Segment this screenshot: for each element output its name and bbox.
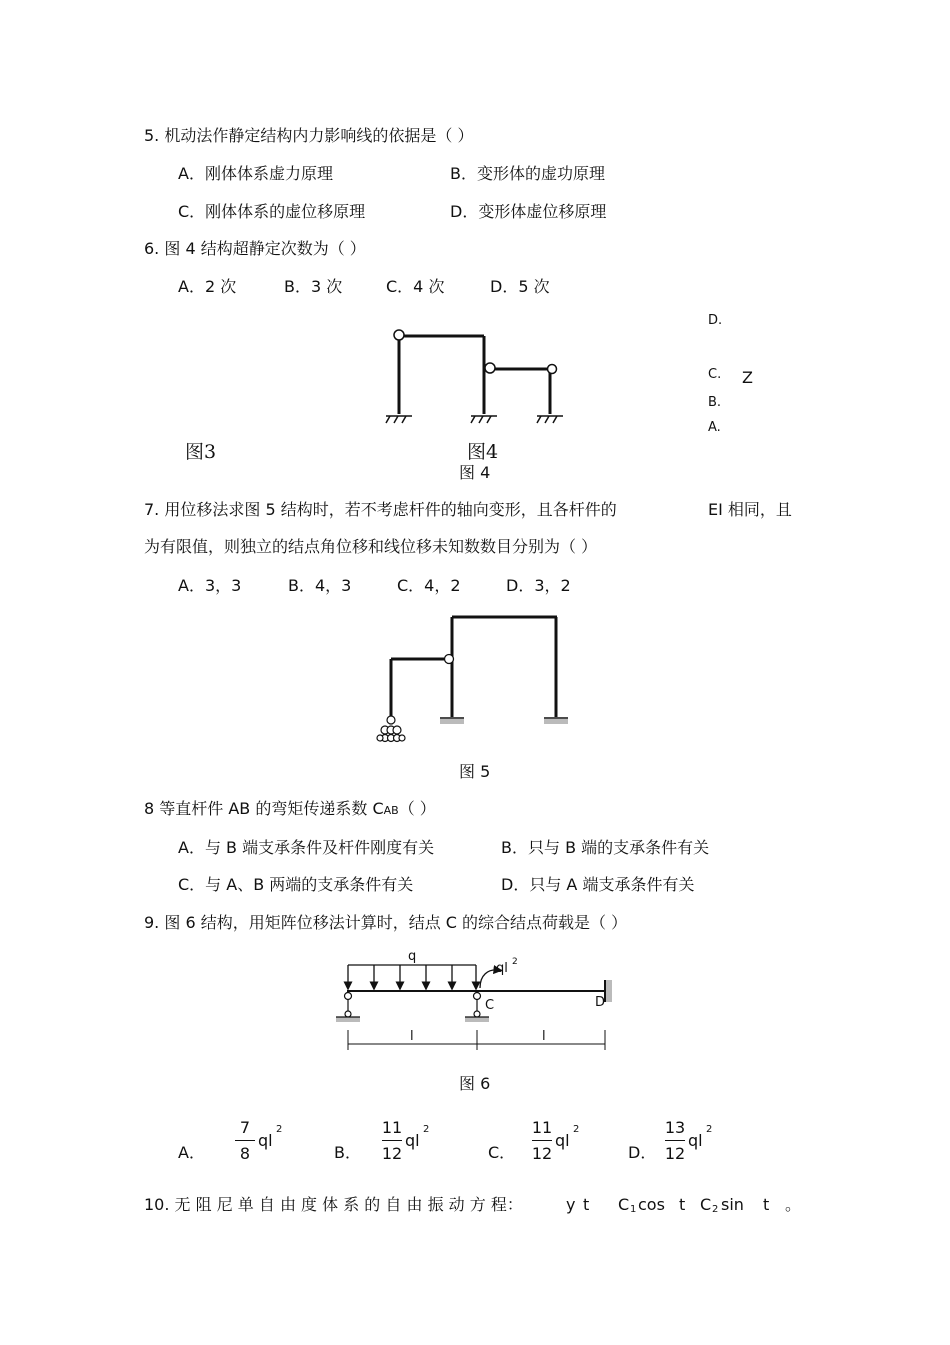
q5-stem: 5. 机动法作静定结构内力影响线的依据是（ ） <box>144 126 474 145</box>
q8-option-a: A．与 B 端支承条件及杆件刚度有关 <box>178 838 435 857</box>
q9-option-a-exp: 2 <box>276 1124 283 1135</box>
fig6-node-d-label: D <box>595 995 606 1010</box>
q8-stem-paren: （ ） <box>398 799 436 818</box>
q9-option-d-denominator: 12 <box>664 1144 686 1163</box>
stray-label-d: D. <box>708 313 723 328</box>
q9-option-d-numerator: 13 <box>664 1118 686 1137</box>
stray-label-z: Z <box>742 368 753 387</box>
q8-option-b: B．只与 B 端的支承条件有关 <box>501 838 710 857</box>
q7-option-a: A．3，3 <box>178 576 242 595</box>
q6-option-d: D．5 次 <box>490 277 550 296</box>
fig6-moment-label: ql <box>496 961 508 976</box>
q10-eq-t2: t <box>679 1195 686 1214</box>
q10-eq-c1-subscript: 1 <box>630 1204 637 1215</box>
fraction-bar <box>235 1140 255 1141</box>
q7-stem-line1: 7. 用位移法求图 5 结构时，若不考虑杆件的轴向变形，且各杆件的 <box>144 500 617 519</box>
figure-4-caption: 图 4 <box>459 463 491 482</box>
q8-option-d: D．只与 A 端支承条件有关 <box>501 875 695 894</box>
q10-eq-cos: cos <box>638 1195 665 1214</box>
q10-eq-period: 。 <box>785 1195 802 1214</box>
q8-option-c: C．与 A、B 两端的支承条件有关 <box>178 875 414 894</box>
q9-option-c-denominator: 12 <box>531 1144 553 1163</box>
q6-option-c: C．4 次 <box>386 277 445 296</box>
q9-option-a-numerator: 7 <box>239 1118 251 1137</box>
q8-stem <box>144 799 436 821</box>
q10-eq-sin: sin <box>721 1195 744 1214</box>
fig6-node-c-label: C <box>485 998 495 1013</box>
q9-option-a-value <box>234 1118 304 1168</box>
q6-option-a: A．2 次 <box>178 277 237 296</box>
fig3-label: 图3 <box>185 441 217 463</box>
q8-stem-subscript: AB <box>383 804 399 817</box>
q7-stem-line2: 为有限值，则独立的结点角位移和线位移未知数数目分别为（ ） <box>144 537 598 556</box>
figure-5-caption: 图 5 <box>459 762 491 781</box>
q9-option-b-denominator: 12 <box>381 1144 403 1163</box>
q10-stem: 10. 无 阻 尼 单 自 由 度 体 系 的 自 由 振 动 方 程： <box>144 1195 523 1214</box>
fraction-bar <box>532 1140 552 1141</box>
q9-option-d-exp: 2 <box>706 1124 713 1135</box>
q6-stem: 6. 图 4 结构超静定次数为（ ） <box>144 239 366 258</box>
fig4-label: 图4 <box>467 441 499 463</box>
q9-option-c-label: C． <box>488 1143 516 1162</box>
q10-eq-y: y <box>566 1195 576 1214</box>
q9-option-a-denominator: 8 <box>239 1144 251 1163</box>
q9-option-d-label: D． <box>628 1143 657 1162</box>
q10-eq-t3: t <box>763 1195 770 1214</box>
q9-option-c-numerator: 11 <box>531 1118 553 1137</box>
q5-option-c: C．刚体体系的虚位移原理 <box>178 202 366 221</box>
stray-label-b: B. <box>708 395 722 410</box>
q9-option-b-exp: 2 <box>423 1124 430 1135</box>
q9-option-d-value <box>664 1118 734 1168</box>
q9-stem: 9. 图 6 结构，用矩阵位移法计算时，结点 C 的综合结点荷载是（ ） <box>144 913 628 932</box>
q10-eq-c1: C <box>618 1195 630 1214</box>
q9-option-c-ql: ql <box>555 1131 570 1150</box>
stray-label-a: A. <box>708 420 721 435</box>
q9-option-c-exp: 2 <box>573 1124 580 1135</box>
q10-eq-t1: t <box>583 1195 590 1214</box>
fig6-span1-label: l <box>410 1029 414 1044</box>
q9-option-b-numerator: 11 <box>381 1118 403 1137</box>
q9-option-c-value <box>531 1118 601 1168</box>
stray-label-c: C. <box>708 367 722 382</box>
q8-stem-text: 8 等直杆件 AB 的弯矩传递系数 C <box>144 799 384 818</box>
q9-option-a-ql: ql <box>258 1131 273 1150</box>
q6-option-b: B．3 次 <box>284 277 343 296</box>
figure-6-caption: 图 6 <box>459 1074 491 1093</box>
fig6-span2-label: l <box>542 1029 546 1044</box>
q5-option-a: A．刚体体系虚力原理 <box>178 164 333 183</box>
q9-option-b-label: B． <box>334 1143 361 1162</box>
fig6-q-label: q <box>408 949 417 964</box>
fraction-bar <box>665 1140 685 1141</box>
q7-option-d: D．3，2 <box>506 576 571 595</box>
q7-option-b: B．4，3 <box>288 576 352 595</box>
q5-option-d: D．变形体虚位移原理 <box>450 202 607 221</box>
q10-eq-c2: C <box>700 1195 712 1214</box>
fraction-bar <box>382 1140 402 1141</box>
q9-option-d-ql: ql <box>688 1131 703 1150</box>
q9-option-b-ql: ql <box>405 1131 420 1150</box>
fig6-moment-exp: 2 <box>512 957 518 967</box>
q5-option-b: B．变形体的虚功原理 <box>450 164 605 183</box>
q7-option-c: C．4，2 <box>397 576 461 595</box>
q7-stem-line1-right: EI 相同，且 <box>708 500 792 519</box>
q9-option-b-value <box>381 1118 451 1168</box>
q9-option-a-label: A． <box>178 1143 205 1162</box>
q10-eq-c2-subscript: 2 <box>712 1204 719 1215</box>
